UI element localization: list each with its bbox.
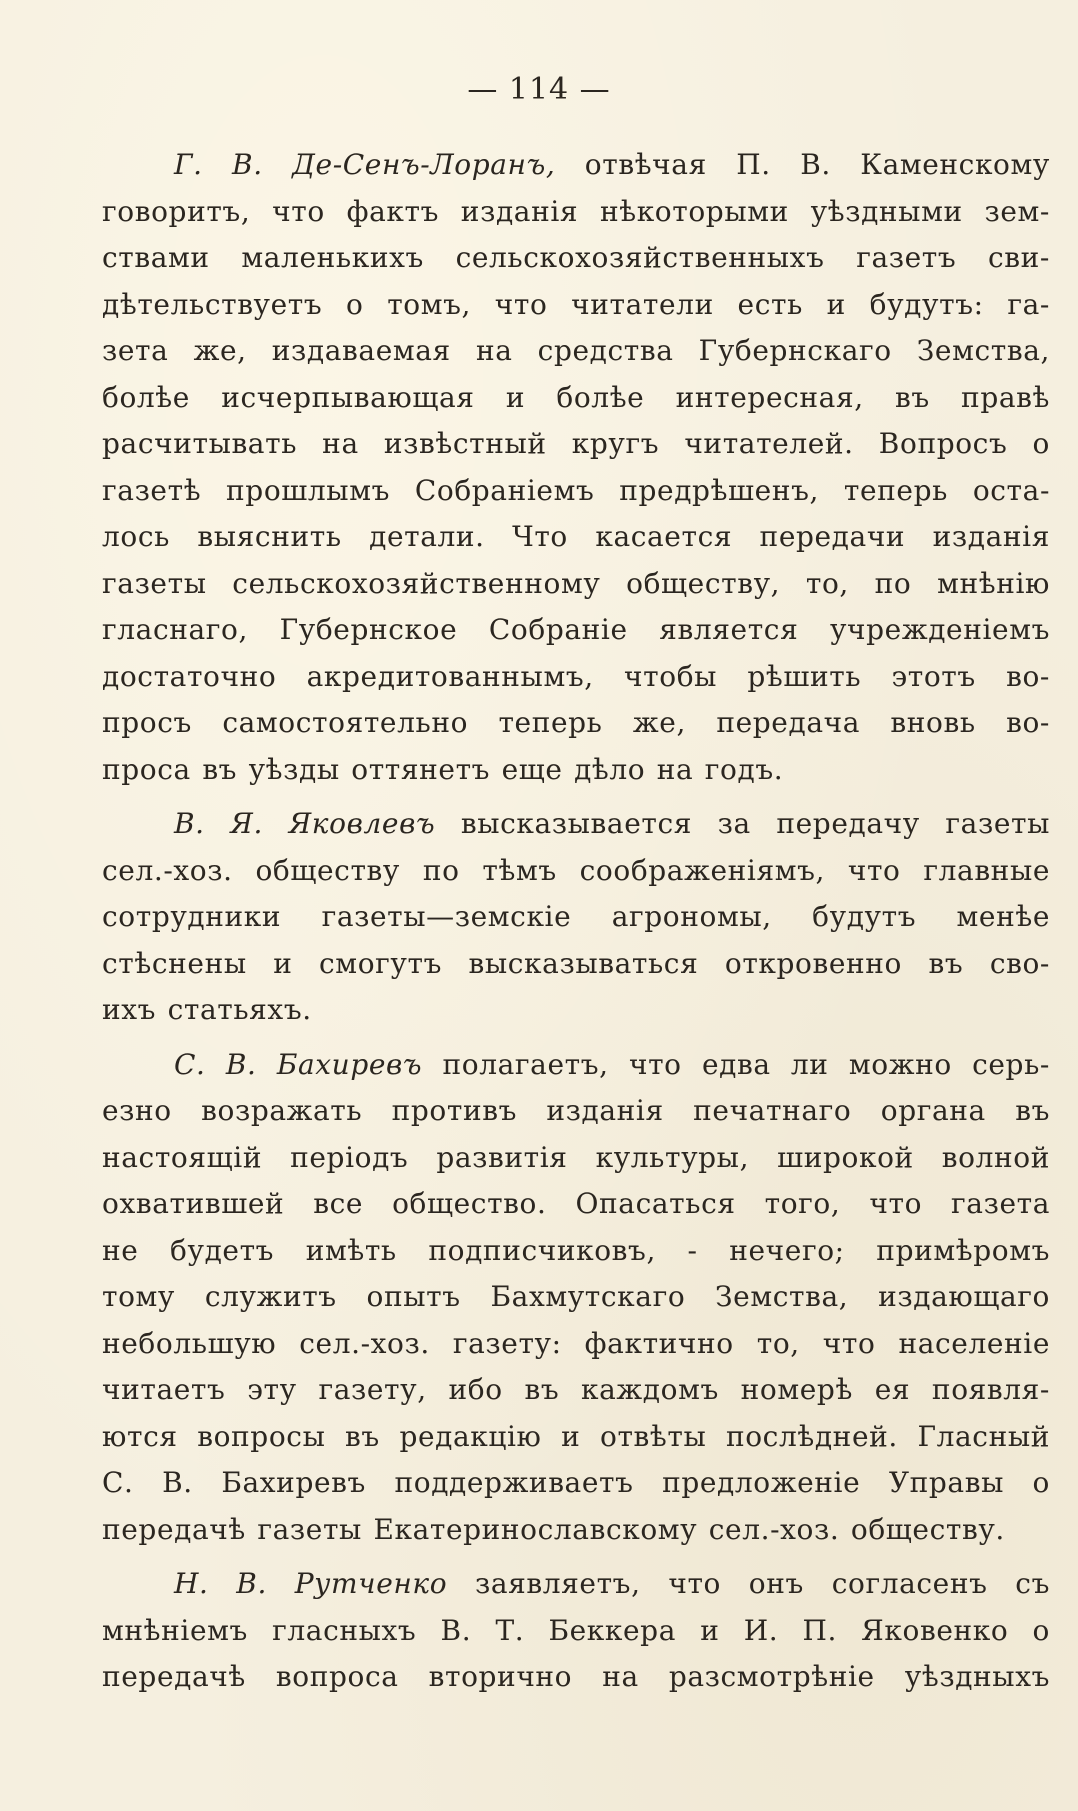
text-line: зета же, издаваемая на средства Губернскаго Земства, <box>102 334 1050 367</box>
line-text: отвѣчая П. В. Каменскому <box>584 148 1050 181</box>
text-line: дѣтельствуетъ о томъ, что читатели есть и будутъ: га- <box>102 287 1050 321</box>
text-line: не будетъ имѣть подписчиковъ, - нечего; примѣромъ <box>102 1233 1050 1267</box>
text-line: ихъ статьяхъ. <box>102 993 312 1026</box>
text-line <box>102 142 1050 189</box>
paragraph-rutchenko <box>102 1561 1050 1701</box>
text-line: гласнаго, Губернское Собраніе является учрежденіемъ <box>102 613 1050 646</box>
paragraph-bakhirev <box>102 1042 1050 1554</box>
text-line: ются вопросы въ редакцію и отвѣты послѣдней. Гласный <box>102 1419 1050 1453</box>
page-number: — 114 — <box>467 72 611 107</box>
text-line: небольшую сел.-хоз. газету: фактично то, что населеніе <box>102 1326 1050 1360</box>
text-line: достаточно акредитованнымъ, чтобы рѣшить этотъ во- <box>102 659 1050 693</box>
text-line: тому служитъ опытъ Бахмутскаго Земства, издающаго <box>102 1280 1050 1313</box>
text-line: лось выяснить детали. Что касается передачи изданія <box>102 520 1050 553</box>
text-line: просъ самостоятельно теперь же, передача вновь во- <box>102 706 1050 739</box>
text-line: газеты сельскохозяйственному обществу, то, по мнѣнію <box>102 566 1050 600</box>
text-line: болѣе исчерпывающая и болѣе интересная, въ правѣ <box>102 380 1050 414</box>
text-line: газетѣ прошлымъ Собраніемъ предрѣшенъ, теперь оста- <box>102 473 1050 507</box>
text-line: расчитывать на извѣстный кругъ читателей. Вопросъ о <box>102 427 1050 460</box>
line-text: высказывается за передачу газеты <box>460 807 1050 840</box>
paragraph-de-sen-loran <box>102 142 1050 793</box>
text-line: С. В. Бахиревъ поддерживаетъ предложеніе Управы о <box>102 1466 1050 1499</box>
speaker-name: С. В. Бахиревъ <box>174 1047 423 1081</box>
speaker-name: В. Я. Яковлевъ <box>174 807 436 840</box>
text-line: стѣснены и смогутъ высказываться откровенно въ сво- <box>102 946 1050 980</box>
text-line: передачѣ вопроса вторично на разсмотрѣніе уѣздныхъ <box>102 1660 1050 1693</box>
text-line <box>102 1561 1050 1608</box>
speaker-name: Г. В. Де-Сенъ-Лоранъ, <box>174 148 556 181</box>
text-line: проса въ уѣзды оттянетъ еще дѣло на годъ. <box>102 752 784 786</box>
text-line: читаетъ эту газету, ибо въ каждомъ номерѣ ея появля- <box>102 1373 1050 1406</box>
line-text: полагаетъ, что едва ли можно серь- <box>442 1047 1050 1081</box>
text-line: передачѣ газеты Екатеринославскому сел.-хоз. обществу. <box>102 1512 1005 1546</box>
text-line <box>102 801 1050 848</box>
text-line: езно возражать противъ изданія печатнаго органа въ <box>102 1094 1050 1127</box>
text-line: ствами маленькихъ сельскохозяйственныхъ газетъ сви- <box>102 241 1050 274</box>
text-line: мнѣніемъ гласныхъ В. Т. Беккера и И. П. Яковенко о <box>102 1613 1050 1647</box>
line-text: заявляетъ, что онъ согласенъ съ <box>474 1567 1050 1600</box>
paragraph-yakovlev <box>102 801 1050 1034</box>
text-line: сотрудники газеты—земскіе агрономы, будутъ менѣе <box>102 900 1050 933</box>
speaker-name: Н. В. Рутченко <box>174 1567 448 1600</box>
text-line: охватившей все общество. Опасаться того, что газета <box>102 1187 1050 1220</box>
body-text <box>102 142 1050 1709</box>
text-line <box>102 1042 1050 1089</box>
text-line: говоритъ, что фактъ изданія нѣкоторыми уѣздными зем- <box>102 194 1050 228</box>
text-line: сел.-хоз. обществу по тѣмъ соображеніямъ, что главные <box>102 853 1050 887</box>
text-line: настоящій періодъ развитія культуры, широкой волной <box>102 1140 1050 1174</box>
